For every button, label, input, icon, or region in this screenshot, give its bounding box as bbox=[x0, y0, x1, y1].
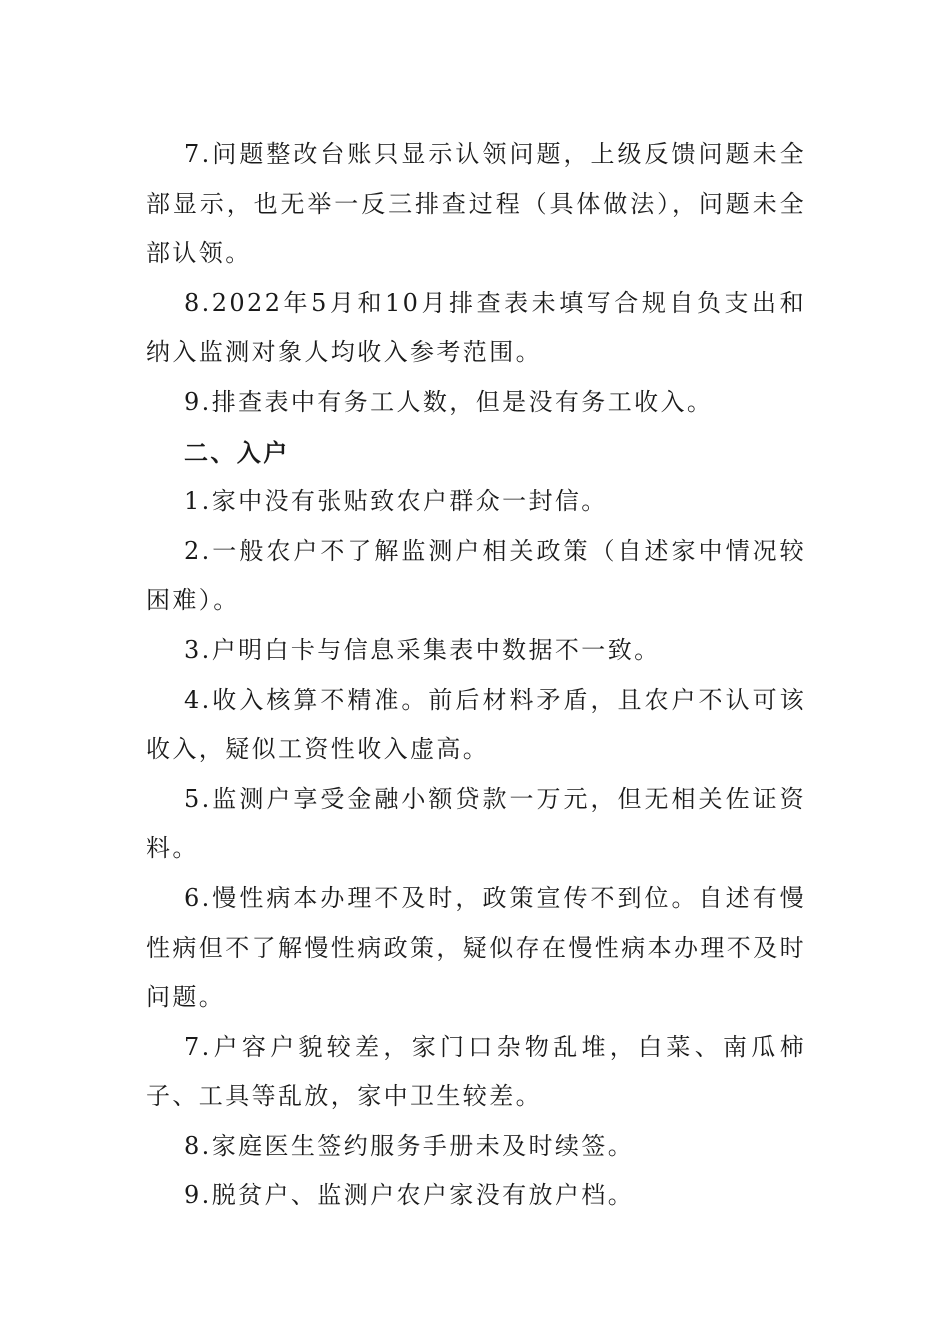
paragraph-household-8: 8.家庭医生签约服务手册未及时续签。 bbox=[184, 1131, 635, 1160]
paragraph-household-4: 4.收入核算不精准。前后材料矛盾，且农户不认可该收入，疑似工资性收入虚高。 bbox=[146, 685, 806, 764]
paragraph-household-3: 3.户明白卡与信息采集表中数据不一致。 bbox=[184, 635, 661, 664]
paragraph-household-5: 5.监测户享受金融小额贷款一万元，但无相关佐证资料。 bbox=[146, 784, 806, 863]
paragraph-household-1: 1.家中没有张贴致农户群众一封信。 bbox=[184, 487, 608, 516]
paragraph-account-7: 7.问题整改台账只显示认领问题，上级反馈问题未全部显示，也无举一反三排查过程（具体做法），问题未全部认领。 bbox=[146, 140, 806, 268]
paragraph-household-2: 2.一般农户不了解监测户相关政策（自述家中情况较困难）。 bbox=[146, 536, 806, 615]
paragraph-account-9: 9.排查表中有务工人数，但是没有务工收入。 bbox=[184, 387, 714, 416]
paragraph-household-7: 7.户容户貌较差，家门口杂物乱堆，白菜、南瓜柿子、工具等乱放，家中卫生较差。 bbox=[146, 1032, 806, 1111]
paragraph-account-8: 8.2022年5月和10月排查表未填写合规自负支出和纳入监测对象人均收入参考范围。 bbox=[146, 288, 806, 367]
document-body bbox=[146, 130, 806, 1221]
section-heading-household-visit: 二、入户 bbox=[184, 437, 290, 467]
paragraph-household-9: 9.脱贫户、监测户农户家没有放户档。 bbox=[184, 1181, 635, 1210]
paragraph-household-6: 6.慢性病本办理不及时，政策宣传不到位。自述有慢性病但不了解慢性病政策，疑似存在慢性病本办理不及时问题。 bbox=[146, 883, 806, 1012]
